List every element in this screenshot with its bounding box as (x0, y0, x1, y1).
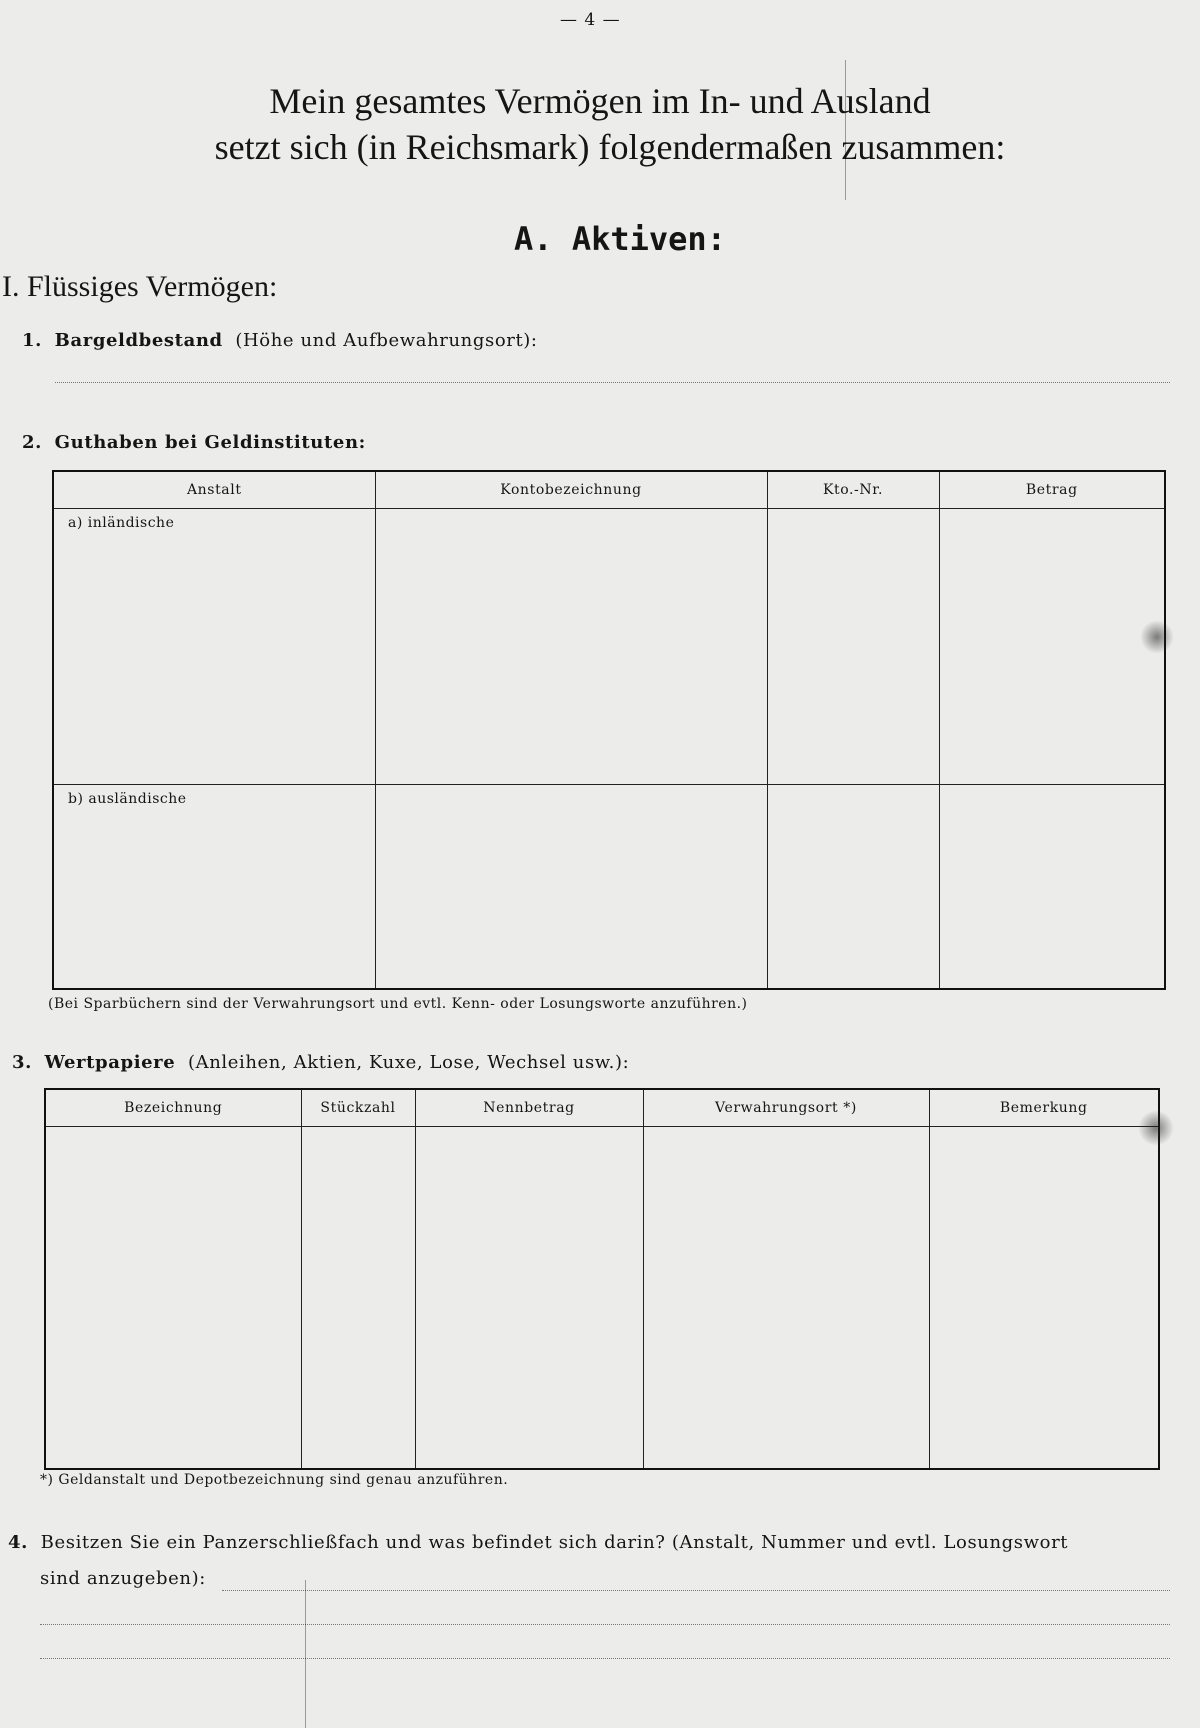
item-wertpapiere-hint: (Anleihen, Aktien, Kuxe, Lose, Wechsel usw.): (187, 1052, 630, 1073)
wertpapiere-table (44, 1088, 1160, 1470)
col-nennbetrag: Nennbetrag (415, 1089, 643, 1127)
item-guthaben (22, 432, 366, 453)
cell-bemerkung[interactable] (929, 1127, 1159, 1469)
cell-bezeichnung[interactable] (45, 1127, 301, 1469)
item-bargeld-number: 1. (22, 330, 42, 351)
wertpapiere-header-row (45, 1089, 1159, 1127)
wertpapiere-footnote: *) Geldanstalt und Depotbezeichnung sind genau anzuführen. (40, 1472, 509, 1488)
paper-fold-mark-lower (305, 1580, 306, 1728)
item-panzerschliessfach (8, 1532, 1188, 1553)
section-aktiven-title: A. Aktiven: (514, 220, 726, 258)
item-wertpapiere-title: Wertpapiere (44, 1052, 176, 1073)
col-anstalt: Anstalt (53, 471, 375, 509)
punch-hole-mark (1140, 620, 1174, 654)
heading-line-1: Mein gesamtes Vermögen im In- und Ausland (269, 81, 931, 121)
col-bemerkung: Bemerkung (929, 1089, 1159, 1127)
col-kto-nr: Kto.-Nr. (767, 471, 939, 509)
row-auslaendische (53, 785, 1165, 989)
item-panzerschliessfach-question: Besitzen Sie ein Panzerschließfach und was befindet sich darin? (Anstalt, Nummer und evtl. Losungswort (40, 1532, 1069, 1553)
cell-konto-ausland[interactable] (375, 785, 767, 989)
item-bargeld (22, 330, 538, 351)
row-label-auslaendische: b) ausländische (68, 791, 187, 808)
item-guthaben-title: Guthaben bei Geldinstituten: (54, 432, 366, 453)
col-stueckzahl: Stückzahl (301, 1089, 415, 1127)
guthaben-header-row (53, 471, 1165, 509)
col-kontobezeichnung: Kontobezeichnung (375, 471, 767, 509)
cell-stueckzahl[interactable] (301, 1127, 415, 1469)
col-bezeichnung: Bezeichnung (45, 1089, 301, 1127)
bargeld-answer-line[interactable] (55, 382, 1170, 383)
item-guthaben-number: 2. (22, 432, 42, 453)
wertpapiere-entry-row (45, 1127, 1159, 1469)
cell-anstalt-ausland[interactable] (53, 785, 375, 989)
col-verwahrungsort: Verwahrungsort *) (643, 1089, 929, 1127)
schliessfach-answer-line-3[interactable] (40, 1658, 1170, 1659)
section-fluessiges-vermoegen: I. Flüssiges Vermögen: (2, 270, 278, 303)
guthaben-table (52, 470, 1166, 990)
cell-konto-inland[interactable] (375, 509, 767, 785)
punch-hole-mark-lower (1138, 1110, 1174, 1146)
cell-ktonr-ausland[interactable] (767, 785, 939, 989)
cell-verwahrungsort[interactable] (643, 1127, 929, 1469)
item-wertpapiere (12, 1052, 629, 1073)
schliessfach-answer-line-2[interactable] (40, 1624, 1170, 1625)
paper-fold-mark (845, 60, 846, 200)
item-panzerschliessfach-line2: sind anzugeben): (40, 1568, 206, 1589)
cell-nennbetrag[interactable] (415, 1127, 643, 1469)
cell-anstalt-inland[interactable] (53, 509, 375, 785)
guthaben-note: (Bei Sparbüchern sind der Verwahrungsort und evtl. Kenn- oder Losungsworte anzuführen.) (48, 996, 748, 1012)
cell-ktonr-inland[interactable] (767, 509, 939, 785)
row-label-inlaendische: a) inländische (68, 515, 175, 532)
item-panzerschliessfach-number: 4. (8, 1532, 28, 1553)
page-number: — 4 — (560, 10, 621, 30)
heading-line-2: setzt sich (in Reichsmark) folgendermaßen zusammen: (214, 127, 1006, 167)
item-wertpapiere-number: 3. (12, 1052, 32, 1073)
cell-betrag-inland[interactable] (939, 509, 1165, 785)
item-bargeld-hint: (Höhe und Aufbewahrungsort): (235, 330, 538, 351)
cell-betrag-ausland[interactable] (939, 785, 1165, 989)
col-betrag: Betrag (939, 471, 1165, 509)
schliessfach-answer-line-1[interactable] (222, 1590, 1170, 1591)
item-bargeld-title: Bargeldbestand (54, 330, 223, 351)
row-inlaendische (53, 509, 1165, 785)
